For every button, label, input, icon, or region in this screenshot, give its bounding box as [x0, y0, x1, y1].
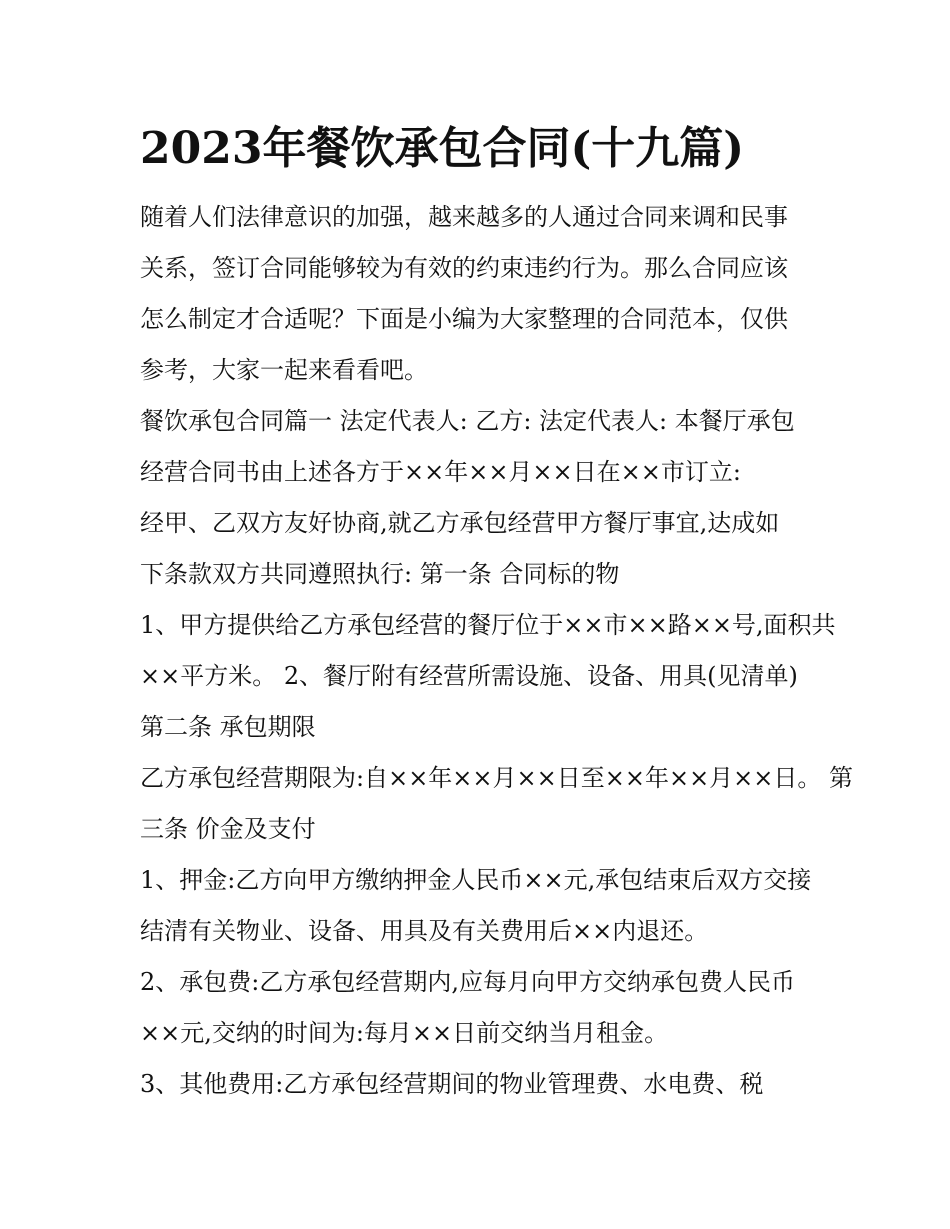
paragraph-line: 第二条 承包期限	[140, 713, 316, 741]
paragraph-line: 2、承包费:乙方承包经营期内,应每月向甲方交纳承包费人民币	[140, 968, 795, 996]
document-body	[140, 192, 854, 1110]
paragraph-line: 关系，签订合同能够较为有效的约束违约行为。那么合同应该	[140, 254, 788, 282]
paragraph-line: 怎么制定才合适呢？下面是小编为大家整理的合同范本，仅供	[140, 305, 788, 333]
paragraph-line: ××平方米。 2、餐厅附有经营所需设施、设备、用具(见清单)	[140, 662, 798, 690]
paragraph-line: 随着人们法律意识的加强，越来越多的人通过合同来调和民事	[140, 203, 788, 231]
paragraph-line: 参考，大家一起来看看吧。	[140, 356, 428, 384]
paragraph-line: 餐饮承包合同篇一 法定代表人: 乙方: 法定代表人: 本餐厅承包	[140, 407, 795, 435]
paragraph-line: 下条款双方共同遵照执行: 第一条 合同标的物	[140, 560, 620, 588]
paragraph-line: 3、其他费用:乙方承包经营期间的物业管理费、水电费、税	[140, 1070, 764, 1098]
paragraph-line: 1、押金:乙方向甲方缴纳押金人民币××元,承包结束后双方交接	[140, 866, 812, 894]
paragraph-line: 三条 价金及支付	[140, 815, 316, 843]
document-title: 2023年餐饮承包合同(十九篇)	[140, 123, 745, 174]
paragraph-line: ××元,交纳的时间为:每月××日前交纳当月租金。	[140, 1019, 669, 1047]
paragraph-line: 1、甲方提供给乙方承包经营的餐厅位于××市××路××号,面积共	[140, 611, 836, 639]
document-content	[140, 118, 854, 1110]
paragraph-line: 结清有关物业、设备、用具及有关费用后××内退还。	[140, 917, 709, 945]
paragraph-line: 经营合同书由上述各方于××年××月××日在××市订立:	[140, 458, 741, 486]
paragraph-line: 经甲、乙双方友好协商,就乙方承包经营甲方餐厅事宜,达成如	[140, 509, 780, 537]
paragraph-line: 乙方承包经营期限为:自××年××月××日至××年××月××日。 第	[140, 764, 854, 792]
